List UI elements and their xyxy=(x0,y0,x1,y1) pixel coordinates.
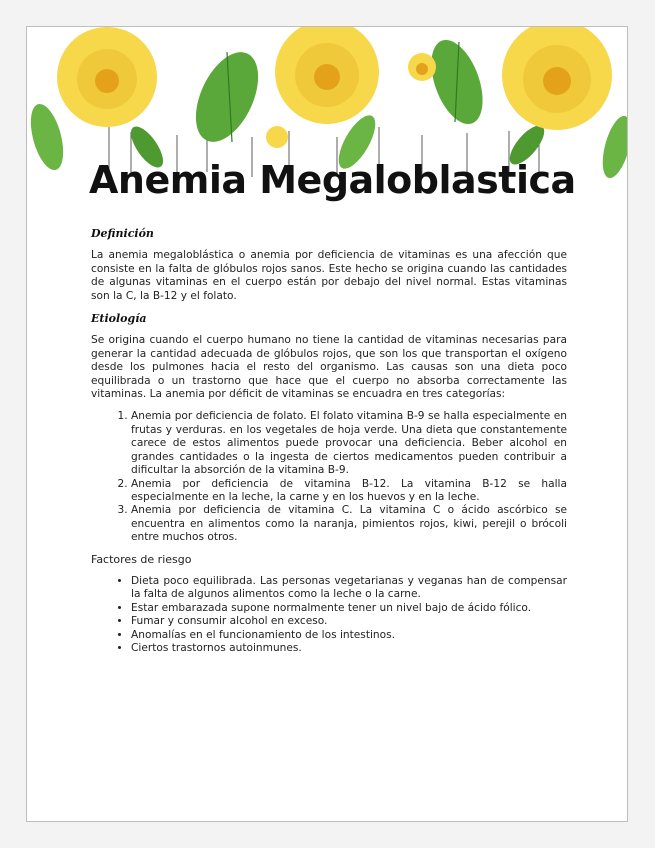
leaf-icon xyxy=(597,113,628,181)
rose-icon xyxy=(275,27,379,124)
list-item: • Anomalías en el funcionamiento de los intestinos. xyxy=(131,629,567,642)
list-item: 2. Anemia por deficiencia de vitamina B-12. La vitamina B-12 se halla especialmente en la leche, la carne y en los huevos y en la leche. xyxy=(131,478,567,505)
rose-bud-icon xyxy=(266,126,288,148)
document-page xyxy=(26,26,628,822)
document-body xyxy=(91,227,567,663)
list-item: 3. Anemia por deficiencia de vitamina C. La vitamina C o ácido ascórbico se encuentra en alimentos como la naranja, pimientos rojos, kiwi, perejil o brócoli entre muchos otros. xyxy=(131,504,567,544)
list-item: • Fumar y consumir alcohol en exceso. xyxy=(131,615,567,628)
list-item: 1. Anemia por deficiencia de folato. El folato vitamina B-9 se halla especialmente en frutas y verduras. en los vegetales de hoja verde. Una dieta que constantemente carece de estos alimentos puede provocar una deficiencia. Beber alcohol en grandes cantidades o la ingesta de ciertos medicamentos pueden contribuir a dificultar la absorción de la vitamina B-9. xyxy=(131,410,567,477)
definicion-paragraph: La anemia megaloblástica o anemia por deficiencia de vitaminas es una afección que consiste en la falta de glóbulos rojos sanos. Este hecho se origina cuando las cantidades de algunas vitaminas en el cuerpo están por debajo del nivel normal. Estas vitaminas son la C, la B-12 y el folato. xyxy=(91,249,567,302)
section-heading-etiologia: Etiología xyxy=(91,312,147,326)
anemia-categories-list xyxy=(91,410,567,544)
rose-icon xyxy=(502,27,612,130)
document-title: Anemia Megaloblastica xyxy=(89,158,576,202)
rose-bud-icon xyxy=(408,53,436,81)
risk-factors-list xyxy=(91,575,567,655)
list-item: • Dieta poco equilibrada. Las personas vegetarianas y veganas han de compensar la falta de algunos alimentos como la leche o la carne. xyxy=(131,575,567,602)
section-heading-factores: Factores de riesgo xyxy=(91,552,192,566)
section-heading-definicion: Definición xyxy=(91,227,154,240)
rose-icon xyxy=(57,27,157,127)
leaf-icon xyxy=(27,101,69,174)
etiologia-paragraph: Se origina cuando el cuerpo humano no tiene la cantidad de vitaminas necesarias para generar la cantidad adecuada de glóbulos rojos, que son los que transportan el oxígeno desde los pulmones hacia el resto del organismo. Las causas son una dieta poco equilibrada o un trastorno que hace que el cuerpo no absorba correctamente las vitaminas. La anemia por déficit de vitaminas se encuadra en tres categorías: xyxy=(91,334,567,401)
list-item: • Ciertos trastornos autoinmunes. xyxy=(131,642,567,655)
list-item: • Estar embarazada supone normalmente tener un nivel bajo de ácido fólico. xyxy=(131,602,567,615)
